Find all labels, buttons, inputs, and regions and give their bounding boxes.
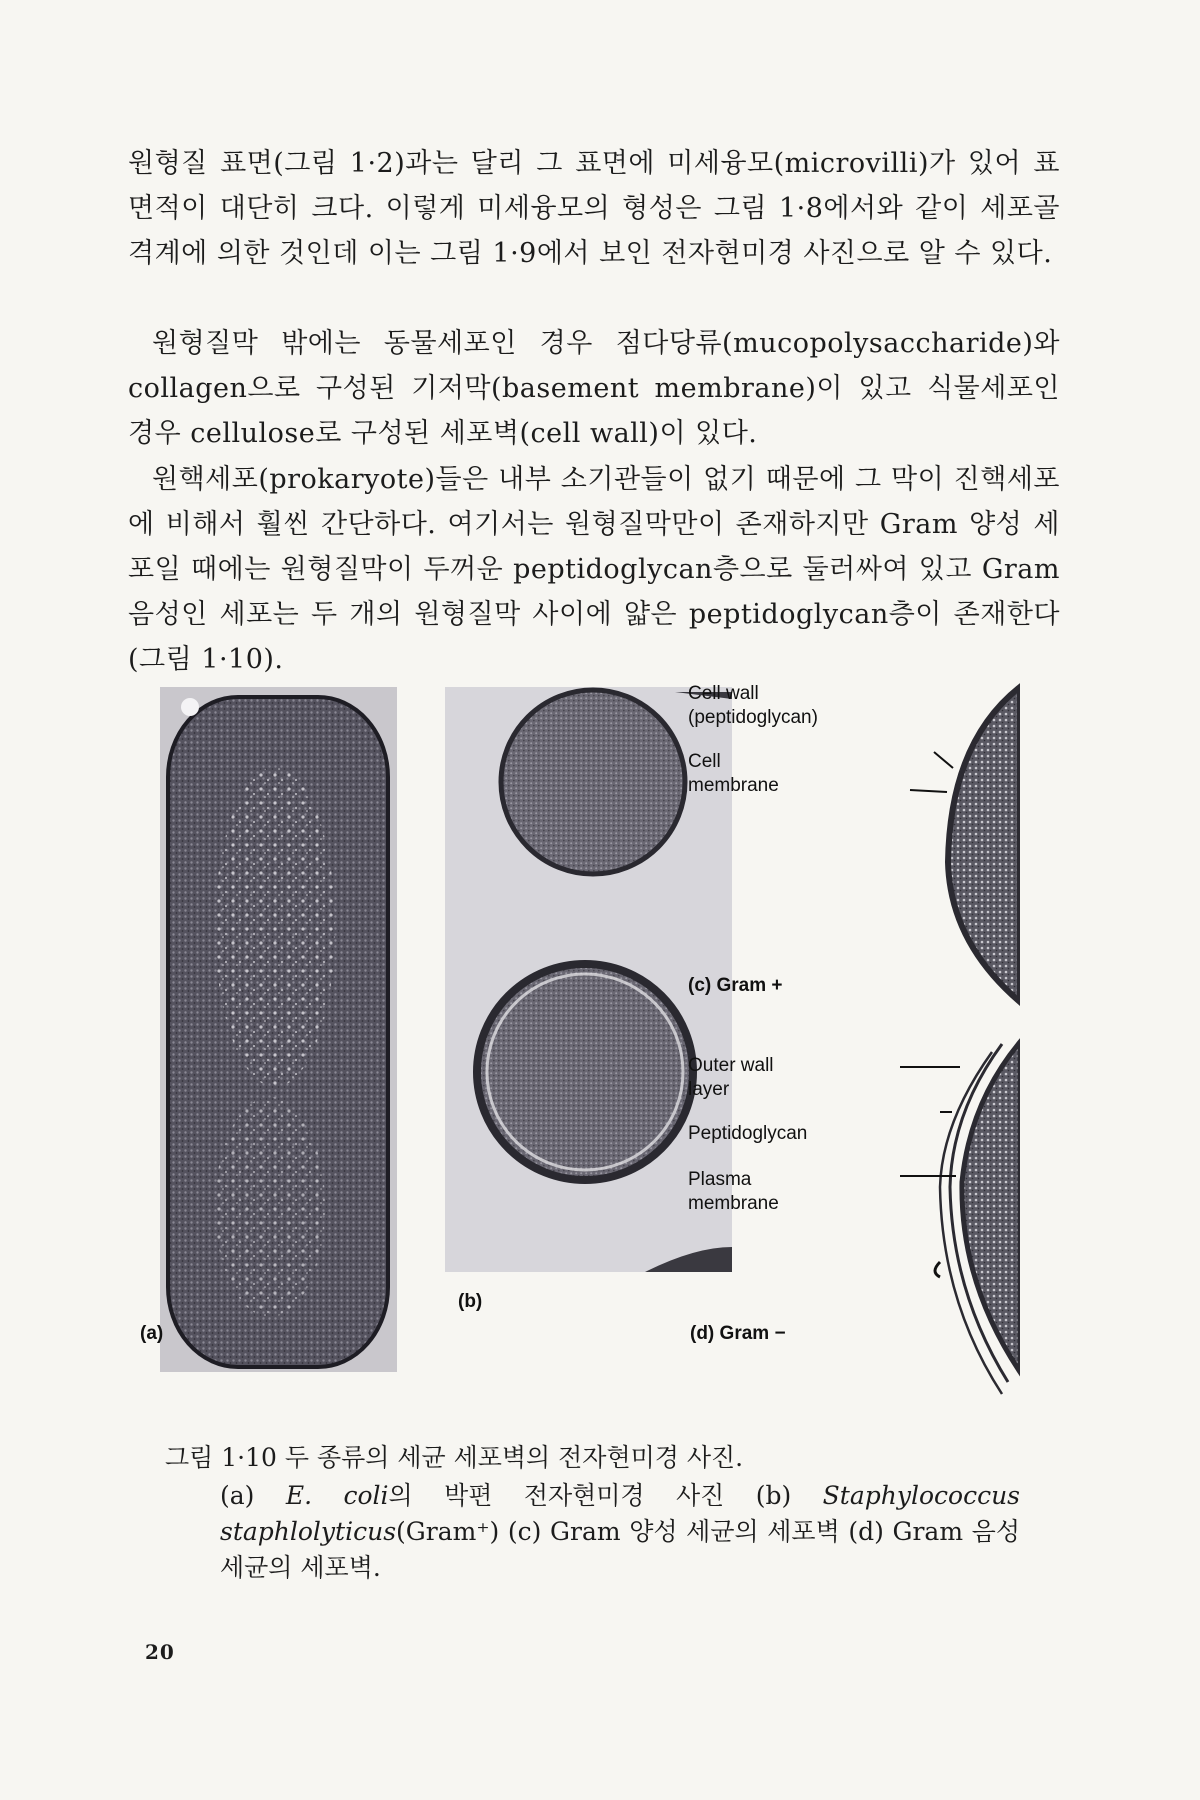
figure-1-10 <box>140 682 1020 1417</box>
label-cell-membrane: membrane <box>688 775 779 796</box>
label-peptidoglycan-d: Peptidoglycan <box>688 1123 808 1144</box>
cell-wall-micrographs <box>770 682 1020 1412</box>
caption-gram: (Gram⁺) (c) Gram 양성 세균의 세포벽 (d) Gram 음성 세균의 세포벽. <box>220 1517 1020 1582</box>
label-outer-layer: layer <box>688 1079 730 1100</box>
label-c: (c) Gram + <box>688 975 783 996</box>
paragraph-2: 원형질막 밖에는 동물세포인 경우 점다당류(mucopolysaccharide)와 collagen으로 구성된 기저막(basement membrane)이 있고 식물세포인 경우 cellulose로 구성된 세포벽(cell wall)이 있다. <box>128 328 1060 449</box>
label-a: (a) <box>140 1323 164 1344</box>
caption-title: 그림 1·10 두 종류의 세균 세포벽의 전자현미경 사진. <box>165 1443 744 1472</box>
label-peptidoglycan-c: (peptidoglycan) <box>688 707 818 728</box>
caption-body <box>220 1478 1020 1586</box>
paragraph-1: 원형질 표면(그림 1·2)과는 달리 그 표면에 미세융모(microvilli)가 있어 표면적이 대단히 크다. 이렇게 미세융모의 형성은 그림 1·8에서와 같이 세포골격계에 의한 것인데 이는 그림 1·9에서 보인 전자현미경 사진으로 알 수 있다. <box>128 148 1060 269</box>
figure-caption <box>165 1440 1035 1586</box>
label-cell: Cell <box>688 751 721 772</box>
label-cell-wall: Cell wall <box>688 683 759 704</box>
caption-a-prefix: (a) <box>220 1481 286 1510</box>
label-plasma: Plasma <box>688 1169 752 1190</box>
label-b: (b) <box>458 1291 483 1312</box>
label-d: (d) Gram − <box>690 1323 786 1344</box>
label-plasma-membrane: membrane <box>688 1193 779 1214</box>
paragraph-3: 원핵세포(prokaryote)들은 내부 소기관들이 없기 때문에 그 막이 진핵세포에 비해서 훨씬 간단하다. 여기서는 원형질막만이 존재하지만 Gram 양성 세포일 때에는 원형질막이 두꺼운 peptidoglycan층으로 둘러싸여 있고 Gram음성인 세포는 두 개의 원형질막 사이에 얇은 peptidoglycan층이 존재한다(그림 1·10). <box>128 464 1060 675</box>
caption-species: Staphylococcus staphlolyticus <box>220 1481 1021 1546</box>
page-number: 20 <box>145 1640 175 1664</box>
label-outer-wall: Outer wall <box>688 1055 774 1076</box>
ecoli-micrograph <box>160 687 397 1372</box>
caption-ecoli: E. coli <box>285 1481 389 1510</box>
caption-a-rest: 의 박편 전자현미경 사진 (b) <box>388 1481 823 1510</box>
